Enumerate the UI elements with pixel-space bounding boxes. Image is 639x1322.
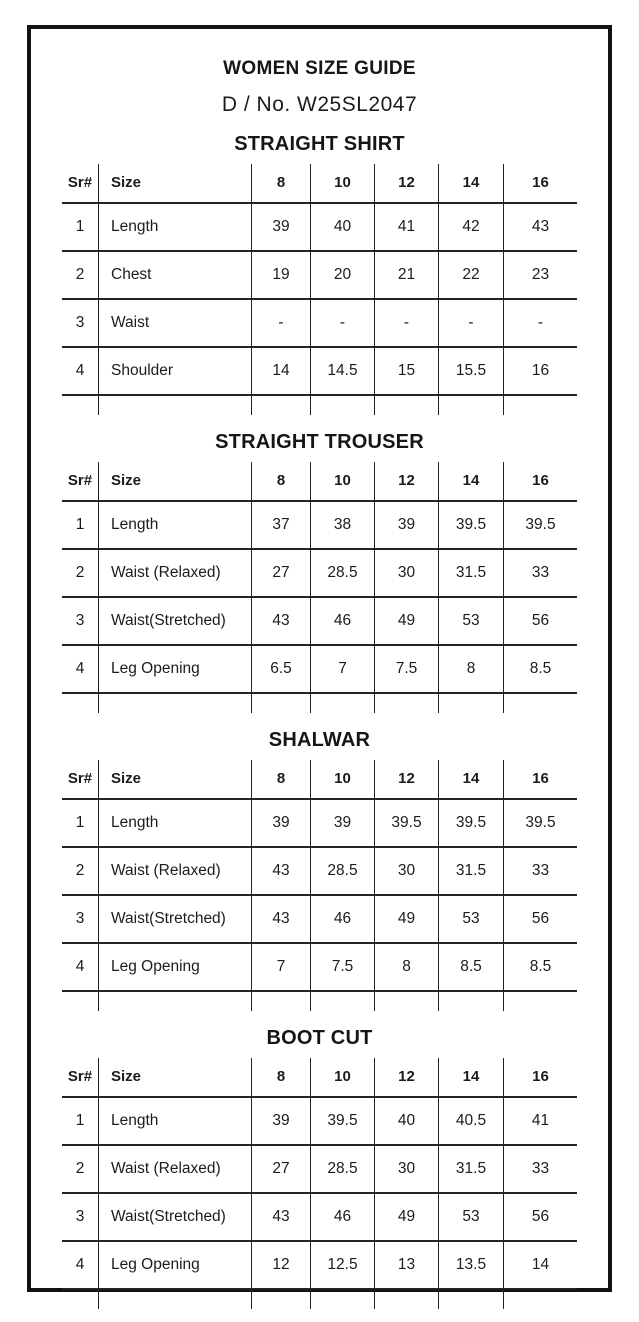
sr-cell: 4 bbox=[62, 1241, 99, 1289]
size-value-cell: 14.5 bbox=[311, 347, 375, 395]
measure-name-cell: Leg Opening bbox=[99, 1241, 252, 1289]
size-value-cell: 39 bbox=[252, 1097, 311, 1145]
sr-cell: 2 bbox=[62, 847, 99, 895]
stub-cell bbox=[375, 395, 439, 415]
size-value-cell: 28.5 bbox=[311, 1145, 375, 1193]
measure-name-cell: Waist(Stretched) bbox=[99, 1193, 252, 1241]
column-header: 14 bbox=[439, 164, 504, 203]
size-value-cell: 28.5 bbox=[311, 549, 375, 597]
table-row bbox=[62, 1097, 577, 1145]
size-value-cell: 56 bbox=[504, 597, 578, 645]
size-value-cell: 14 bbox=[504, 1241, 578, 1289]
sr-cell: 3 bbox=[62, 299, 99, 347]
stub-cell bbox=[504, 1289, 578, 1309]
table-row bbox=[62, 549, 577, 597]
size-value-cell: 8.5 bbox=[504, 943, 578, 991]
measure-name-cell: Chest bbox=[99, 251, 252, 299]
table-row bbox=[62, 943, 577, 991]
size-value-cell: 53 bbox=[439, 1193, 504, 1241]
table-header-row bbox=[62, 760, 577, 799]
stub-cell bbox=[439, 1289, 504, 1309]
sr-cell: 2 bbox=[62, 251, 99, 299]
column-header: 12 bbox=[375, 760, 439, 799]
column-header: 12 bbox=[375, 462, 439, 501]
stub-cell bbox=[99, 693, 252, 713]
size-value-cell: 39.5 bbox=[439, 799, 504, 847]
column-header: Size bbox=[99, 164, 252, 203]
table-row bbox=[62, 645, 577, 693]
size-value-cell: 53 bbox=[439, 895, 504, 943]
size-value-cell: 37 bbox=[252, 501, 311, 549]
size-value-cell: 39 bbox=[252, 799, 311, 847]
column-header: 16 bbox=[504, 164, 578, 203]
sr-cell: 1 bbox=[62, 1097, 99, 1145]
size-value-cell: 6.5 bbox=[252, 645, 311, 693]
size-value-cell: 16 bbox=[504, 347, 578, 395]
size-value-cell: 7.5 bbox=[311, 943, 375, 991]
size-table-section-boot-cut bbox=[62, 1011, 577, 1309]
column-header: 10 bbox=[311, 1058, 375, 1097]
sr-cell: 3 bbox=[62, 895, 99, 943]
size-value-cell: 40 bbox=[311, 203, 375, 251]
stub-cell bbox=[252, 1289, 311, 1309]
measure-name-cell: Waist bbox=[99, 299, 252, 347]
table-row bbox=[62, 895, 577, 943]
stub-cell bbox=[99, 1289, 252, 1309]
size-value-cell: 43 bbox=[252, 847, 311, 895]
table-row bbox=[62, 847, 577, 895]
size-table-section-straight-shirt bbox=[62, 117, 577, 415]
sr-cell: 4 bbox=[62, 645, 99, 693]
size-value-cell: 22 bbox=[439, 251, 504, 299]
size-value-cell: 23 bbox=[504, 251, 578, 299]
size-value-cell: 7 bbox=[311, 645, 375, 693]
table-stub-row bbox=[62, 395, 577, 415]
stub-cell bbox=[99, 991, 252, 1011]
size-table bbox=[62, 462, 577, 713]
stub-cell bbox=[439, 395, 504, 415]
tables-container bbox=[62, 117, 577, 1309]
measure-name-cell: Leg Opening bbox=[99, 645, 252, 693]
measure-name-cell: Length bbox=[99, 799, 252, 847]
sr-cell: 2 bbox=[62, 549, 99, 597]
size-value-cell: 33 bbox=[504, 549, 578, 597]
column-header: 10 bbox=[311, 462, 375, 501]
size-value-cell: 15.5 bbox=[439, 347, 504, 395]
stub-cell bbox=[62, 395, 99, 415]
size-value-cell: 14 bbox=[252, 347, 311, 395]
size-value-cell: 39 bbox=[375, 501, 439, 549]
section-title-straight-trouser: STRAIGHT TROUSER bbox=[215, 430, 424, 453]
stub-cell bbox=[252, 693, 311, 713]
section-title-straight-shirt: STRAIGHT SHIRT bbox=[234, 132, 405, 155]
stub-cell bbox=[504, 693, 578, 713]
size-value-cell: 39.5 bbox=[311, 1097, 375, 1145]
section-title-boot-cut: BOOT CUT bbox=[266, 1026, 373, 1049]
stub-cell bbox=[99, 395, 252, 415]
table-row bbox=[62, 799, 577, 847]
stub-cell bbox=[439, 693, 504, 713]
size-value-cell: 8.5 bbox=[504, 645, 578, 693]
stub-cell bbox=[311, 991, 375, 1011]
size-value-cell: 15 bbox=[375, 347, 439, 395]
table-stub-row bbox=[62, 991, 577, 1011]
sr-cell: 1 bbox=[62, 203, 99, 251]
size-value-cell: 28.5 bbox=[311, 847, 375, 895]
size-value-cell: - bbox=[439, 299, 504, 347]
size-value-cell: 30 bbox=[375, 1145, 439, 1193]
size-value-cell: 43 bbox=[504, 203, 578, 251]
size-value-cell: 12.5 bbox=[311, 1241, 375, 1289]
size-value-cell: 46 bbox=[311, 597, 375, 645]
size-value-cell: 56 bbox=[504, 1193, 578, 1241]
column-header: 14 bbox=[439, 1058, 504, 1097]
size-value-cell: 31.5 bbox=[439, 847, 504, 895]
size-value-cell: 53 bbox=[439, 597, 504, 645]
table-header-row bbox=[62, 462, 577, 501]
table-row bbox=[62, 1145, 577, 1193]
column-header: Sr# bbox=[62, 164, 99, 203]
size-value-cell: 31.5 bbox=[439, 549, 504, 597]
size-value-cell: 19 bbox=[252, 251, 311, 299]
column-header: Size bbox=[99, 462, 252, 501]
size-value-cell: 8 bbox=[375, 943, 439, 991]
stub-cell bbox=[504, 395, 578, 415]
stub-cell bbox=[504, 991, 578, 1011]
size-value-cell: 20 bbox=[311, 251, 375, 299]
size-value-cell: 33 bbox=[504, 1145, 578, 1193]
column-header: 12 bbox=[375, 1058, 439, 1097]
size-value-cell: 8.5 bbox=[439, 943, 504, 991]
size-value-cell: 13 bbox=[375, 1241, 439, 1289]
stub-cell bbox=[311, 693, 375, 713]
size-value-cell: 40 bbox=[375, 1097, 439, 1145]
size-value-cell: 46 bbox=[311, 1193, 375, 1241]
size-value-cell: - bbox=[375, 299, 439, 347]
column-header: 8 bbox=[252, 462, 311, 501]
stub-cell bbox=[62, 991, 99, 1011]
size-table bbox=[62, 760, 577, 1011]
size-value-cell: 46 bbox=[311, 895, 375, 943]
size-value-cell: 43 bbox=[252, 895, 311, 943]
size-value-cell: 13.5 bbox=[439, 1241, 504, 1289]
sr-cell: 3 bbox=[62, 597, 99, 645]
column-header: 14 bbox=[439, 760, 504, 799]
size-value-cell: 31.5 bbox=[439, 1145, 504, 1193]
table-row bbox=[62, 1241, 577, 1289]
column-header: Sr# bbox=[62, 462, 99, 501]
column-header: 8 bbox=[252, 164, 311, 203]
table-stub-row bbox=[62, 693, 577, 713]
table-row bbox=[62, 597, 577, 645]
size-value-cell: 49 bbox=[375, 895, 439, 943]
size-value-cell: 40.5 bbox=[439, 1097, 504, 1145]
table-row bbox=[62, 251, 577, 299]
size-value-cell: 39.5 bbox=[504, 799, 578, 847]
measure-name-cell: Length bbox=[99, 203, 252, 251]
size-value-cell: 38 bbox=[311, 501, 375, 549]
stub-cell bbox=[375, 693, 439, 713]
column-header: Size bbox=[99, 1058, 252, 1097]
size-value-cell: 27 bbox=[252, 1145, 311, 1193]
stub-cell bbox=[439, 991, 504, 1011]
section-title-shalwar: SHALWAR bbox=[268, 728, 371, 751]
size-value-cell: 39.5 bbox=[439, 501, 504, 549]
column-header: 16 bbox=[504, 760, 578, 799]
measure-name-cell: Waist(Stretched) bbox=[99, 597, 252, 645]
table-stub-row bbox=[62, 1289, 577, 1309]
stub-cell bbox=[311, 395, 375, 415]
sr-cell: 4 bbox=[62, 347, 99, 395]
size-value-cell: 56 bbox=[504, 895, 578, 943]
column-header: 12 bbox=[375, 164, 439, 203]
column-header: 14 bbox=[439, 462, 504, 501]
column-header: Sr# bbox=[62, 1058, 99, 1097]
column-header: 8 bbox=[252, 760, 311, 799]
table-header-row bbox=[62, 1058, 577, 1097]
column-header: 16 bbox=[504, 462, 578, 501]
size-value-cell: 21 bbox=[375, 251, 439, 299]
size-value-cell: 30 bbox=[375, 549, 439, 597]
size-value-cell: 12 bbox=[252, 1241, 311, 1289]
measure-name-cell: Shoulder bbox=[99, 347, 252, 395]
size-value-cell: - bbox=[311, 299, 375, 347]
table-row bbox=[62, 501, 577, 549]
size-value-cell: 41 bbox=[504, 1097, 578, 1145]
size-value-cell: 39 bbox=[311, 799, 375, 847]
sr-cell: 4 bbox=[62, 943, 99, 991]
size-value-cell: 49 bbox=[375, 1193, 439, 1241]
size-value-cell: 27 bbox=[252, 549, 311, 597]
table-row bbox=[62, 1193, 577, 1241]
size-value-cell: 39.5 bbox=[375, 799, 439, 847]
size-value-cell: 30 bbox=[375, 847, 439, 895]
sr-cell: 3 bbox=[62, 1193, 99, 1241]
size-value-cell: 49 bbox=[375, 597, 439, 645]
table-row bbox=[62, 203, 577, 251]
measure-name-cell: Length bbox=[99, 501, 252, 549]
measure-name-cell: Leg Opening bbox=[99, 943, 252, 991]
measure-name-cell: Length bbox=[99, 1097, 252, 1145]
page-title: WOMEN SIZE GUIDE bbox=[223, 58, 416, 79]
size-table bbox=[62, 164, 577, 415]
measure-name-cell: Waist(Stretched) bbox=[99, 895, 252, 943]
size-value-cell: 7.5 bbox=[375, 645, 439, 693]
stub-cell bbox=[62, 693, 99, 713]
column-header: 10 bbox=[311, 164, 375, 203]
measure-name-cell: Waist (Relaxed) bbox=[99, 1145, 252, 1193]
column-header: Size bbox=[99, 760, 252, 799]
measure-name-cell: Waist (Relaxed) bbox=[99, 549, 252, 597]
size-value-cell: - bbox=[504, 299, 578, 347]
border-frame bbox=[27, 25, 612, 1292]
sr-cell: 2 bbox=[62, 1145, 99, 1193]
stub-cell bbox=[252, 991, 311, 1011]
size-table-section-shalwar bbox=[62, 713, 577, 1011]
column-header: 16 bbox=[504, 1058, 578, 1097]
stub-cell bbox=[252, 395, 311, 415]
sr-cell: 1 bbox=[62, 799, 99, 847]
table-header-row bbox=[62, 164, 577, 203]
column-header: 8 bbox=[252, 1058, 311, 1097]
stub-cell bbox=[62, 1289, 99, 1309]
design-number: D / No. W25SL2047 bbox=[221, 92, 418, 116]
stub-cell bbox=[375, 1289, 439, 1309]
size-table-section-straight-trouser bbox=[62, 415, 577, 713]
size-table bbox=[62, 1058, 577, 1309]
size-value-cell: 43 bbox=[252, 597, 311, 645]
size-value-cell: 41 bbox=[375, 203, 439, 251]
size-value-cell: 33 bbox=[504, 847, 578, 895]
size-value-cell: 42 bbox=[439, 203, 504, 251]
table-row bbox=[62, 299, 577, 347]
size-value-cell: 39 bbox=[252, 203, 311, 251]
stub-cell bbox=[375, 991, 439, 1011]
table-row bbox=[62, 347, 577, 395]
size-value-cell: 39.5 bbox=[504, 501, 578, 549]
size-value-cell: - bbox=[252, 299, 311, 347]
column-header: 10 bbox=[311, 760, 375, 799]
column-header: Sr# bbox=[62, 760, 99, 799]
stub-cell bbox=[311, 1289, 375, 1309]
size-value-cell: 7 bbox=[252, 943, 311, 991]
size-value-cell: 43 bbox=[252, 1193, 311, 1241]
size-value-cell: 8 bbox=[439, 645, 504, 693]
sr-cell: 1 bbox=[62, 501, 99, 549]
measure-name-cell: Waist (Relaxed) bbox=[99, 847, 252, 895]
